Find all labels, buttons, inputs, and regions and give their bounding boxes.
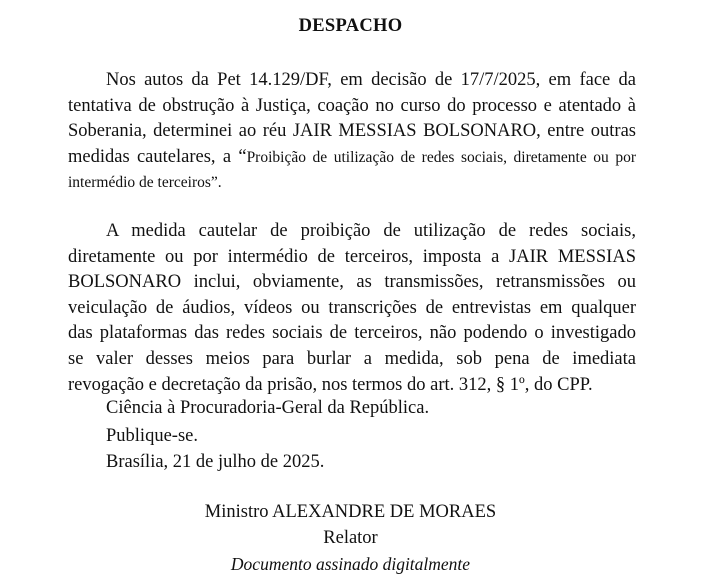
digital-signature-note: Documento assinado digitalmente: [230, 554, 471, 574]
paragraph-line: Soberania, determinei ao réu JAIR MESSIAS BOLSONARO, entre outras: [68, 121, 636, 142]
paragraph-line: veiculação de áudios, vídeos ou transcrições de entrevistas em qualquer: [68, 297, 636, 318]
publique-line: Publique-se.: [106, 426, 198, 446]
paragraph-line-with-quote: [68, 145, 636, 171]
date-line: Brasília, 21 de julho de 2025.: [106, 452, 325, 472]
signatory-name: Ministro ALEXANDRE DE MORAES: [204, 502, 497, 522]
quoted-measure: Proibição de utilização de redes sociais, diretamente ou por: [246, 148, 636, 166]
paragraph-line: tentativa de obstrução à Justiça, coação no curso do processo e atentado à: [68, 95, 636, 116]
paragraph-line: diretamente ou por intermédio de terceiros, imposta a JAIR MESSIAS: [68, 246, 636, 267]
document-title: DESPACHO: [298, 16, 403, 36]
quoted-measure-end: intermédio de terceiros”.: [68, 174, 222, 192]
paragraph-line: se valer desses meios para burlar a medida, sob pena de imediata: [68, 348, 636, 369]
paragraph-line: das plataformas das redes sociais de terceiros, não podendo o investigado: [68, 323, 636, 344]
paragraph-measure-scope: [68, 219, 636, 398]
paragraph-line: BOLSONARO inclui, obviamente, as transmissões, retransmissões ou: [68, 272, 636, 293]
paragraph-line: A medida cautelar de proibição de utilização de redes sociais,: [106, 221, 636, 241]
ciencia-line: Ciência à Procuradoria-Geral da República.: [106, 398, 430, 418]
paragraph-line: Nos autos da Pet 14.129/DF, em decisão de 17/7/2025, em face da: [106, 70, 636, 90]
quote-prefix: medidas cautelares, a “: [68, 146, 247, 167]
signatory-role: Relator: [323, 528, 378, 548]
paragraph-line: revogação e decretação da prisão, nos termos do art. 312, § 1º, do CPP.: [68, 374, 593, 395]
paragraph-decision: [68, 68, 636, 196]
